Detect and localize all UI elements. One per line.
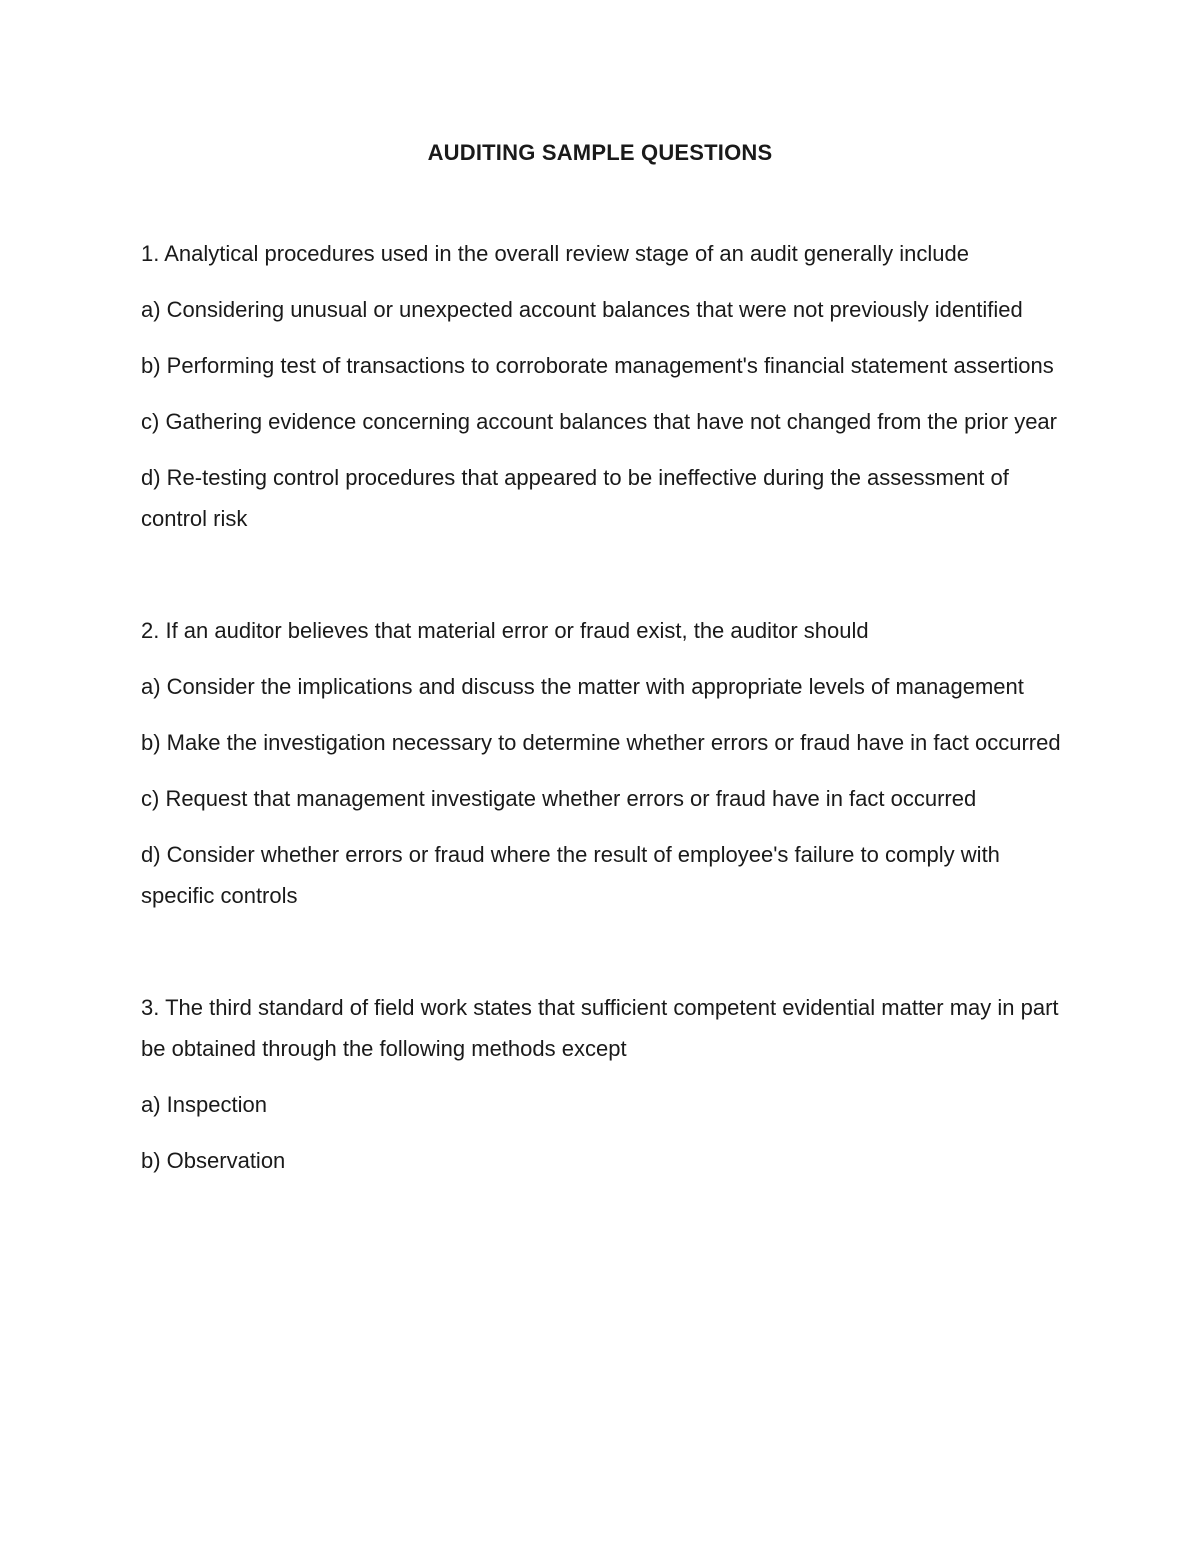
answer-option-a: a) Consider the implications and discuss the matter with appropriate levels of management (141, 674, 1024, 699)
question-spacer (141, 931, 1071, 987)
answer-option-d: d) Re-testing control procedures that appeared to be ineffective during the assessment of control risk (141, 465, 1009, 531)
answer-option-c: c) Gathering evidence concerning account balances that have not changed from the prior year (141, 409, 1057, 434)
question-stem: 3. The third standard of field work states that sufficient competent evidential matter may in part be obtained through the following methods except (141, 995, 1059, 1061)
answer-option-d: d) Consider whether errors or fraud where the result of employee's failure to comply with specific controls (141, 842, 1000, 908)
answer-option-a: a) Inspection (141, 1092, 267, 1117)
question-2 (141, 610, 1071, 916)
question-spacer (141, 554, 1071, 610)
question-1 (141, 233, 1071, 539)
answer-option-b: b) Make the investigation necessary to determine whether errors or fraud have in fact occurred (141, 730, 1061, 755)
answer-option-a: a) Considering unusual or unexpected account balances that were not previously identified (141, 297, 1023, 322)
answer-option-c: c) Request that management investigate whether errors or fraud have in fact occurred (141, 786, 977, 811)
question-stem: 2. If an auditor believes that material error or fraud exist, the auditor should (141, 618, 869, 643)
question-stem: 1. Analytical procedures used in the overall review stage of an audit generally include (141, 241, 969, 266)
question-3 (141, 987, 1071, 1181)
questions-list (141, 233, 1071, 1196)
answer-option-b: b) Performing test of transactions to corroborate management's financial statement assertions (141, 353, 1054, 378)
document-title: AUDITING SAMPLE QUESTIONS (427, 140, 773, 165)
answer-option-b: b) Observation (141, 1148, 286, 1173)
